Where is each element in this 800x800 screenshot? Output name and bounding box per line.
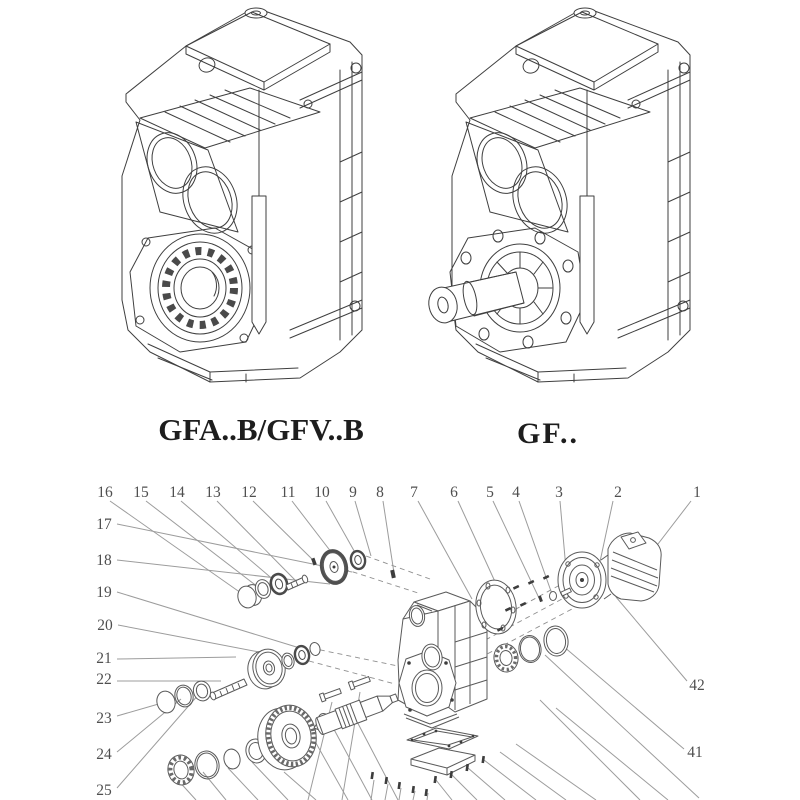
bearing-output — [492, 642, 520, 673]
leader-line-6 — [458, 501, 497, 586]
cutoff-leader-line-16 — [452, 775, 477, 800]
pinion-shaft-13 — [286, 574, 309, 590]
exploded-diagram — [0, 470, 800, 800]
part-number-12: 12 — [241, 484, 257, 501]
leader-line-20 — [118, 625, 280, 656]
part-number-10: 10 — [314, 484, 330, 501]
leader-line-11 — [292, 501, 335, 557]
snap-ring-24 — [172, 683, 195, 709]
leader-line-10 — [326, 501, 357, 556]
caption-right-model: GF.. — [517, 417, 579, 450]
bearing-14 — [269, 572, 290, 595]
leader-line-23 — [117, 703, 162, 716]
cutoff-leader-line-10 — [371, 780, 374, 800]
washer-bottom — [222, 748, 242, 771]
gear-housing — [398, 592, 487, 728]
cutoff-leader-line-7 — [352, 712, 398, 800]
part-number-14: 14 — [169, 484, 185, 501]
part-number-24: 24 — [96, 746, 112, 763]
part-number-25: 25 — [96, 782, 112, 799]
cutoff-leader-line-2 — [228, 768, 258, 800]
cutoff-leader-line-22 — [540, 700, 640, 800]
leader-line-12 — [253, 501, 314, 561]
part-number-17: 17 — [96, 516, 112, 533]
part-number-21: 21 — [96, 650, 112, 667]
caption-left-model: GFA..B/GFV..B — [158, 412, 364, 447]
left-unit-drawing — [96, 4, 392, 396]
vent-bolt-8 — [390, 570, 396, 579]
part-number-3: 3 — [555, 484, 563, 501]
part-number-5: 5 — [486, 484, 494, 501]
bearing-10 — [349, 550, 366, 571]
leader-line-41 — [563, 646, 684, 749]
right-unit-bearing-shaft — [426, 244, 560, 332]
leader-line-42 — [616, 597, 687, 681]
leader-line-8 — [383, 501, 394, 573]
leader-line-4 — [519, 501, 552, 594]
part-number-16: 16 — [97, 484, 113, 501]
cutoff-leader-line-18 — [484, 760, 536, 800]
right-unit-body — [426, 8, 690, 382]
part-number-13: 13 — [205, 484, 221, 501]
part-number-20: 20 — [97, 617, 113, 634]
motor — [538, 532, 661, 608]
leader-line-19 — [117, 592, 303, 649]
leader-line-13 — [217, 501, 295, 580]
leader-line-21 — [117, 657, 236, 659]
cutoff-leader-line-6 — [330, 722, 372, 800]
output-gear — [253, 701, 321, 774]
part-number-19: 19 — [96, 584, 112, 601]
oil-pan — [411, 748, 475, 775]
part-number-22: 22 — [96, 671, 112, 688]
left-unit-body — [122, 8, 362, 382]
part-number-18: 18 — [96, 552, 112, 569]
motor-flange — [558, 552, 606, 608]
part-number-42: 42 — [689, 677, 705, 694]
part-number-6: 6 — [450, 484, 458, 501]
part-number-41: 41 — [687, 744, 703, 761]
part-number-4: 4 — [512, 484, 520, 501]
leader-line-7 — [418, 501, 472, 599]
part-number-11: 11 — [280, 484, 296, 501]
cutoff-leader-line-21 — [545, 655, 699, 798]
splined-shaft-22 — [209, 679, 247, 701]
part-number-23: 23 — [96, 710, 112, 727]
cutoff-leader-line-15 — [436, 780, 452, 800]
gear-11 — [319, 549, 349, 585]
part-number-1: 1 — [693, 484, 701, 501]
key-2 — [348, 675, 370, 690]
part-number-15: 15 — [133, 484, 149, 501]
ball-bearing-bottom — [165, 753, 197, 788]
washer-b2 — [309, 642, 321, 657]
bearing-19 — [293, 645, 310, 666]
motor-body — [601, 532, 661, 601]
part-number-7: 7 — [410, 484, 418, 501]
part-number-8: 8 — [376, 484, 384, 501]
left-unit-bearing — [150, 234, 250, 342]
leader-line-16 — [110, 501, 241, 593]
part-number-2: 2 — [614, 484, 622, 501]
key-1 — [319, 687, 341, 702]
leader-line-17 — [117, 524, 352, 572]
right-unit-drawing — [408, 4, 704, 396]
flat-gear-20 — [244, 646, 288, 692]
part-number-9: 9 — [349, 484, 357, 501]
snap-ring-output — [517, 634, 543, 664]
cutoff-leader-line-12 — [399, 788, 401, 800]
cutoff-leader-line-17 — [468, 768, 505, 800]
motor-washer — [550, 592, 557, 601]
seal-ring-23 — [154, 689, 177, 715]
oil-pan-gasket — [407, 728, 478, 749]
cutoff-leader-line-11 — [385, 784, 388, 800]
motor-bolt — [538, 595, 543, 602]
leader-line-9 — [355, 501, 371, 556]
seal-ring-41 — [542, 624, 570, 657]
cutoff-leader-line-19 — [500, 752, 566, 800]
